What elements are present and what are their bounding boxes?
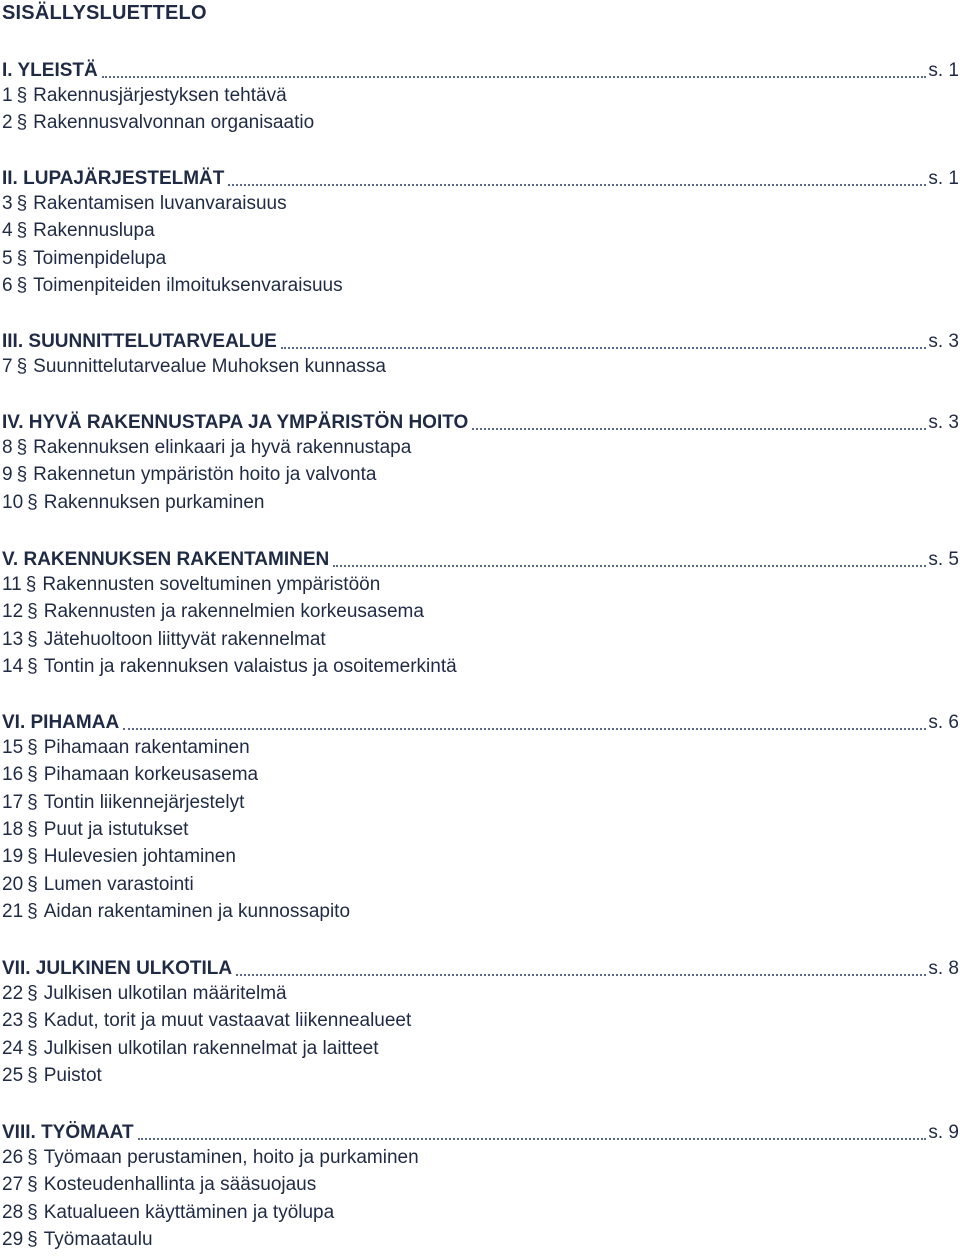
section-symbol: §: [16, 112, 28, 134]
section-symbol: §: [27, 983, 38, 1004]
toc-item[interactable]: [2, 817, 188, 843]
item-title: Rakentamisen luvanvaraisuus: [33, 193, 287, 214]
section-heading[interactable]: [2, 327, 959, 353]
section-symbol: §: [16, 85, 28, 106]
section-symbol: §: [27, 1174, 38, 1196]
toc-item[interactable]: [2, 790, 244, 816]
page-number: s. 1: [928, 168, 959, 189]
item-title: Suunnittelutarvealue Muhoksen kunnassa: [33, 356, 386, 377]
section-symbol: §: [27, 1010, 38, 1032]
item-title: Pihamaan korkeusasema: [43, 764, 259, 786]
toc-item[interactable]: [2, 572, 380, 598]
item-number: 8: [2, 437, 13, 458]
section-heading[interactable]: [2, 708, 959, 734]
item-title: Työmaataulu: [43, 1228, 153, 1250]
toc-item[interactable]: [2, 599, 424, 625]
section-symbol: §: [16, 437, 28, 458]
section-symbol: §: [27, 491, 38, 513]
toc-item[interactable]: [2, 872, 194, 898]
item-number: 22: [2, 983, 24, 1004]
item-number: 26: [2, 1147, 24, 1168]
toc-item[interactable]: [2, 1145, 419, 1171]
item-title: Aidan rakentaminen ja kunnossapito: [43, 900, 351, 922]
item-title: Rakennusten ja rakennelmien korkeusasema: [43, 601, 424, 623]
item-title: Kosteudenhallinta ja sääsuojaus: [43, 1174, 317, 1196]
item-number: 9: [2, 464, 13, 486]
section-title: IV. HYVÄ RAKENNUSTAPA JA YMPÄRISTÖN HOITO: [2, 412, 469, 433]
section-title: I. YLEISTÄ: [2, 60, 98, 81]
toc-item[interactable]: [2, 435, 411, 461]
section-heading[interactable]: [2, 545, 959, 571]
item-number: 29: [2, 1228, 24, 1250]
item-number: 23: [2, 1010, 24, 1032]
section-symbol: §: [16, 193, 28, 214]
section-symbol: §: [27, 846, 38, 868]
toc-item[interactable]: [2, 654, 457, 680]
item-number: 18: [2, 818, 24, 840]
toc-item[interactable]: [2, 1036, 379, 1062]
item-number: 10: [2, 491, 24, 513]
section-symbol: §: [27, 1147, 38, 1168]
dot-leader: [228, 183, 926, 186]
section-heading[interactable]: [2, 164, 959, 190]
item-title: Katualueen käyttäminen ja työlupa: [43, 1201, 335, 1223]
item-number: 16: [2, 764, 24, 786]
item-title: Rakennuksen elinkaari ja hyvä rakennustapa: [33, 437, 412, 458]
section-symbol: §: [27, 1037, 38, 1059]
item-number: 13: [2, 628, 24, 650]
section-title: II. LUPAJÄRJESTELMÄT: [2, 168, 225, 189]
toc-item[interactable]: [2, 1172, 316, 1198]
item-title: Toimenpiteiden ilmoituksenvaraisuus: [33, 274, 343, 296]
toc-item[interactable]: [2, 246, 166, 272]
page-number: s. 5: [928, 549, 959, 570]
section-heading[interactable]: [2, 56, 959, 82]
page-number: s. 9: [928, 1122, 959, 1143]
section-title: VI. PIHAMAA: [2, 712, 120, 733]
item-number: 27: [2, 1174, 24, 1196]
dot-leader: [102, 75, 927, 78]
item-number: 1: [2, 85, 13, 106]
toc-item[interactable]: [2, 191, 287, 217]
page-number: s. 8: [928, 958, 959, 979]
dot-leader: [123, 727, 926, 730]
item-number: 20: [2, 873, 24, 895]
section-symbol: §: [27, 655, 38, 677]
item-number: 14: [2, 655, 24, 677]
toc-item[interactable]: [2, 1227, 153, 1253]
section-symbol: §: [27, 791, 38, 813]
section-symbol: §: [27, 818, 38, 840]
item-title: Rakennusten soveltuminen ympäristöön: [42, 574, 381, 595]
section-symbol: §: [16, 247, 28, 269]
dot-leader: [236, 973, 926, 976]
item-title: Julkisen ulkotilan määritelmä: [43, 983, 287, 1004]
item-title: Lumen varastointi: [43, 873, 194, 895]
item-number: 28: [2, 1201, 24, 1223]
item-title: Työmaan perustaminen, hoito ja purkaminen: [43, 1147, 419, 1168]
item-number: 3: [2, 193, 13, 214]
toc-item[interactable]: [2, 490, 264, 516]
toc-item[interactable]: [2, 110, 314, 136]
section-heading[interactable]: [2, 954, 959, 980]
item-number: 2: [2, 112, 13, 134]
section-title: VIII. TYÖMAAT: [2, 1122, 134, 1143]
toc-item[interactable]: [2, 899, 350, 925]
toc-item[interactable]: [2, 462, 376, 488]
section-symbol: §: [16, 464, 28, 486]
item-number: 11: [2, 574, 22, 595]
toc-item[interactable]: [2, 83, 287, 109]
item-number: 6: [2, 274, 13, 296]
section-heading[interactable]: [2, 1118, 959, 1144]
item-title: Rakennusvalvonnan organisaatio: [33, 112, 315, 134]
item-title: Puistot: [43, 1064, 102, 1086]
item-title: Rakennetun ympäristön hoito ja valvonta: [33, 464, 377, 486]
item-title: Kadut, torit ja muut vastaavat liikennealueet: [43, 1010, 412, 1032]
section-title: III. SUUNNITTELUTARVEALUE: [2, 331, 277, 352]
dot-leader: [472, 427, 926, 430]
toc-item[interactable]: [2, 627, 326, 653]
page-number: s. 1: [928, 60, 959, 81]
document-title: SISÄLLYSLUETTELO: [2, 2, 207, 24]
item-number: 7: [2, 356, 13, 377]
dot-leader: [333, 564, 926, 567]
item-number: 25: [2, 1064, 24, 1086]
dot-leader: [138, 1137, 927, 1140]
section-symbol: §: [27, 764, 38, 786]
page-number: s. 6: [928, 712, 959, 733]
item-number: 17: [2, 791, 24, 813]
item-number: 24: [2, 1037, 24, 1059]
toc-item[interactable]: [2, 735, 250, 761]
toc-item[interactable]: [2, 273, 343, 299]
section-symbol: §: [27, 737, 38, 758]
item-title: Rakennuksen purkaminen: [43, 491, 265, 513]
item-number: 19: [2, 846, 24, 868]
item-title: Rakennusjärjestyksen tehtävä: [33, 85, 287, 106]
section-symbol: §: [27, 1228, 38, 1250]
toc-item[interactable]: [2, 844, 236, 870]
section-symbol: §: [16, 356, 28, 377]
item-title: Tontin liikennejärjestelyt: [43, 791, 245, 813]
toc-item[interactable]: [2, 981, 287, 1007]
item-title: Hulevesien johtaminen: [43, 846, 236, 868]
item-title: Rakennuslupa: [33, 220, 155, 242]
section-symbol: §: [27, 873, 38, 895]
section-symbol: §: [25, 574, 37, 595]
section-symbol: §: [16, 220, 28, 242]
section-symbol: §: [27, 601, 38, 623]
page-number: s. 3: [928, 331, 959, 352]
toc-item[interactable]: [2, 1008, 411, 1034]
toc-item[interactable]: [2, 218, 155, 244]
toc-item[interactable]: [2, 1063, 102, 1089]
section-heading[interactable]: [2, 408, 959, 434]
section-symbol: §: [27, 1201, 38, 1223]
item-number: 15: [2, 737, 24, 758]
item-title: Jätehuoltoon liittyvät rakennelmat: [43, 628, 326, 650]
section-title: V. RAKENNUKSEN RAKENTAMINEN: [2, 549, 330, 570]
dot-leader: [281, 346, 927, 349]
item-number: 4: [2, 220, 13, 242]
page-number: s. 3: [928, 412, 959, 433]
item-title: Tontin ja rakennuksen valaistus ja osoitemerkintä: [43, 655, 457, 677]
item-title: Pihamaan rakentaminen: [43, 737, 250, 758]
item-title: Julkisen ulkotilan rakennelmat ja laitteet: [43, 1037, 379, 1059]
section-symbol: §: [27, 900, 38, 922]
toc-item[interactable]: [2, 354, 386, 380]
item-title: Puut ja istutukset: [43, 818, 189, 840]
section-title: VII. JULKINEN ULKOTILA: [2, 958, 233, 979]
toc-item[interactable]: [2, 1200, 334, 1226]
section-symbol: §: [27, 628, 38, 650]
toc-item[interactable]: [2, 762, 258, 788]
item-number: 21: [2, 900, 24, 922]
section-symbol: §: [27, 1064, 38, 1086]
item-number: 5: [2, 247, 13, 269]
section-symbol: §: [16, 274, 28, 296]
item-number: 12: [2, 601, 24, 623]
item-title: Toimenpidelupa: [33, 247, 167, 269]
